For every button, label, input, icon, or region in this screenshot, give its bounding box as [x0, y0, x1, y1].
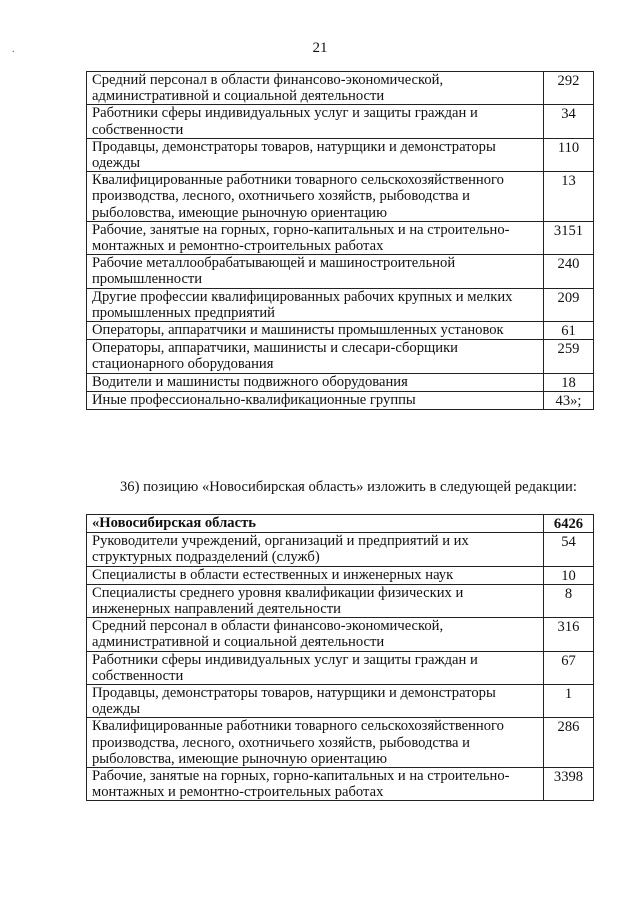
amendment-text: 36) позицию «Новосибирская область» изложить в следующей редакции: [120, 479, 577, 495]
table-row [87, 768, 594, 801]
table-row [87, 221, 594, 254]
occupation-count: 61 [544, 322, 594, 340]
occupation-table-novosibirsk [86, 514, 594, 801]
occupation-count: 13 [544, 172, 594, 222]
table-row [87, 255, 594, 288]
table-row [87, 105, 594, 138]
occupation-label: Средний персонал в области финансово-экономической, административной и социальной деятельности [87, 618, 544, 651]
occupation-count: 286 [544, 718, 594, 768]
occupation-label: Квалифицированные работники товарного сельскохозяйственного производства, лесного, охотничьего хозяйств, рыбоводства и рыболовства, имеющие рыночную ориентацию [87, 172, 544, 222]
table-row [87, 685, 594, 718]
occupation-label: Продавцы, демонстраторы товаров, натурщики и демонстраторы одежды [87, 685, 544, 718]
page-number: 21 [312, 40, 328, 56]
occupation-label: Рабочие, занятые на горных, горно-капитальных и на строительно-монтажных и ремонтно-строительных работах [87, 768, 544, 801]
occupation-label: Рабочие металлообрабатывающей и машиностроительной промышленности [87, 255, 544, 288]
occupation-count: 292 [544, 72, 594, 105]
occupation-count: 3151 [544, 221, 594, 254]
occupation-count: 18 [544, 373, 594, 391]
occupation-count: 8 [544, 584, 594, 617]
occupation-count: 10 [544, 566, 594, 584]
occupation-count: 34 [544, 105, 594, 138]
occupation-count: 316 [544, 618, 594, 651]
occupation-label: Средний персонал в области финансово-экономической, административной и социальной деятельности [87, 72, 544, 105]
occupation-label: Специалисты среднего уровня квалификации физических и инженерных направлений деятельности [87, 584, 544, 617]
table-row [87, 718, 594, 768]
table-row [87, 172, 594, 222]
occupation-count: 43»; [544, 391, 594, 409]
occupation-label: Квалифицированные работники товарного сельскохозяйственного производства, лесного, охотничьего хозяйств, рыбоводства и рыболовства, имеющие рыночную ориентацию [87, 718, 544, 768]
table-row [87, 533, 594, 566]
occupation-label: Работники сферы индивидуальных услуг и защиты граждан и собственности [87, 651, 544, 684]
occupation-count: 67 [544, 651, 594, 684]
table-row [87, 340, 594, 373]
occupation-label: Специалисты в области естественных и инженерных наук [87, 566, 544, 584]
table-row [87, 373, 594, 391]
occupation-label: Операторы, аппаратчики, машинисты и слесари-сборщики стационарного оборудования [87, 340, 544, 373]
occupation-label: Работники сферы индивидуальных услуг и защиты граждан и собственности [87, 105, 544, 138]
occupation-label: Руководители учреждений, организаций и предприятий и их структурных подразделений (служб) [87, 533, 544, 566]
occupation-count: 54 [544, 533, 594, 566]
occupation-count: 1 [544, 685, 594, 718]
region-total: 6426 [544, 515, 594, 533]
amendment-paragraph [88, 479, 594, 495]
occupation-label: Операторы, аппаратчики и машинисты промышленных установок [87, 322, 544, 340]
region-name: «Новосибирская область [87, 515, 544, 533]
occupation-label: Продавцы, демонстраторы товаров, натурщики и демонстраторы одежды [87, 138, 544, 171]
table-row [87, 288, 594, 321]
occupation-count: 110 [544, 138, 594, 171]
table-row [87, 391, 594, 409]
table-row [87, 322, 594, 340]
occupation-count: 209 [544, 288, 594, 321]
table-row [87, 618, 594, 651]
region-header-row [87, 515, 594, 533]
occupation-label: Водители и машинисты подвижного оборудования [87, 373, 544, 391]
table-row [87, 72, 594, 105]
occupation-label: Рабочие, занятые на горных, горно-капитальных и на строительно-монтажных и ремонтно-строительных работах [87, 221, 544, 254]
occupation-count: 240 [544, 255, 594, 288]
table-row [87, 138, 594, 171]
table-row [87, 566, 594, 584]
table-row [87, 651, 594, 684]
table-row [87, 584, 594, 617]
occupation-count: 259 [544, 340, 594, 373]
occupation-label: Иные профессионально-квалификационные группы [87, 391, 544, 409]
occupation-count: 3398 [544, 768, 594, 801]
occupation-table-previous-region [86, 71, 594, 410]
occupation-label: Другие профессии квалифицированных рабочих крупных и мелких промышленных предприятий [87, 288, 544, 321]
scan-speck: . [12, 44, 15, 55]
